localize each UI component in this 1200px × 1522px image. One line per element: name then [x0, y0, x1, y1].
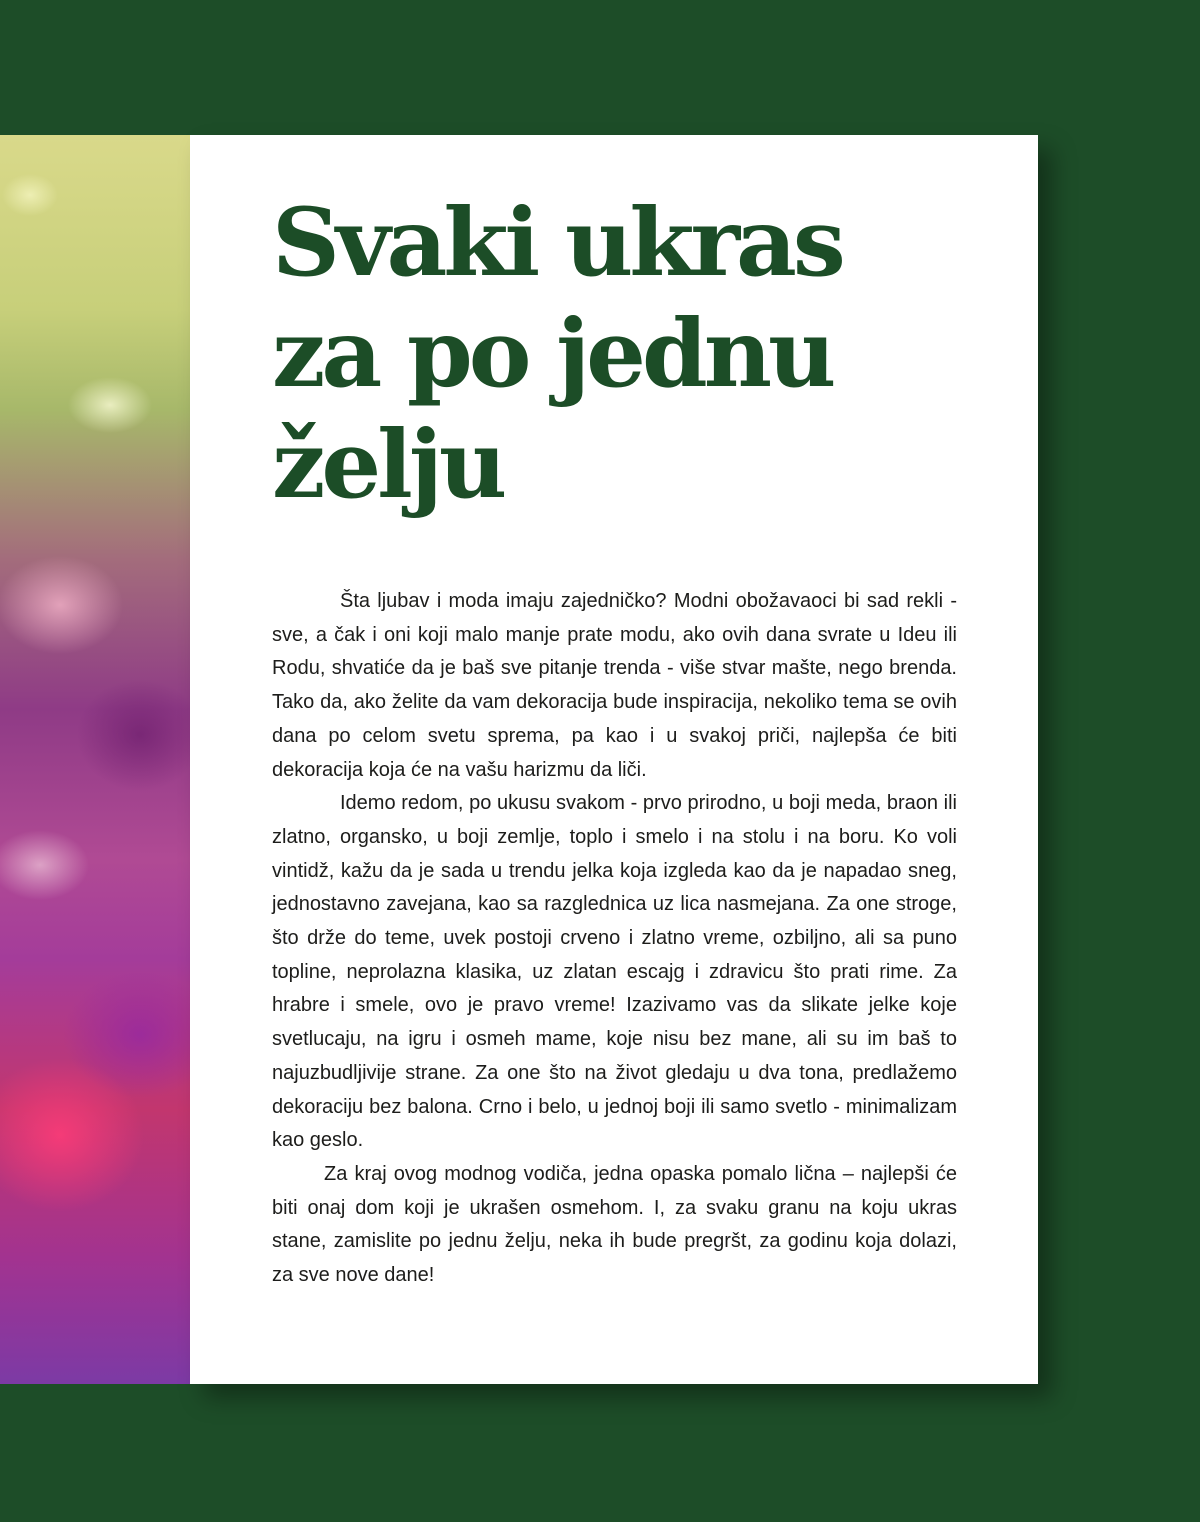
christmas-tree-photo	[0, 135, 190, 1384]
title-line-2: za po jednu	[272, 299, 833, 409]
article-title	[272, 188, 992, 521]
paragraph-1: Šta ljubav i moda imaju zajedničko? Modni obožavaoci bi sad rekli - sve, a čak i oni koji malo manje prate modu, ako ovih dana svrate u Ideu ili Rodu, shvatiće da je baš sve pitanje trenda - više stvar mašte, nego brenda. Tako da, ako želite da vam dekoracija bude inspiracija, nekoliko tema se ovih dana po celom svetu sprema, pa kao i u svakoj priči, najlepša će biti dekoracija koja će na vašu harizmu da liči.	[272, 590, 957, 781]
article-body	[272, 585, 957, 1293]
title-line-3: želju	[272, 410, 504, 520]
paragraph-3: Za kraj ovog modnog vodiča, jedna opaska pomalo lična – najlepši će biti onaj dom koji je ukrašen osmehom. I, za svaku granu na koju ukras stane, zamislite po jednu želju, neka ih bude pregršt, za godinu koja dolazi, za sve nove dane!	[272, 1162, 957, 1287]
title-line-1: Svaki ukras	[272, 188, 842, 298]
paragraph-2: Idemo redom, po ukusu svakom - prvo prirodno, u boji meda, braon ili zlatno, organsko, u boji zemlje, toplo i smelo i na stolu i na boru. Ko voli vintidž, kažu da je sada u trendu jelka koja izgleda kao da je napadao sneg, jednostavno zavejana, kao sa razglednica uz lica nasmejana. Za one stroge, što drže do teme, uvek postoji crveno i zlatno vreme, ozbiljno, ali sa puno topline, neprolazna klasika, uz zlatan escajg i zdravicu što prati rime. Za hrabre i smele, ovo je pravo vreme! Izazivamo vas da slikate jelke koje svetlucaju, na igru i osmeh mame, koje nisu bez mane, ali su im baš to najuzbudljivije strane. Za one što na život gledaju u dva tona, predlažemo dekoraciju bez balona. Crno i belo, u jednoj boji ili samo svetlo - minimalizam kao geslo.	[272, 792, 957, 1152]
